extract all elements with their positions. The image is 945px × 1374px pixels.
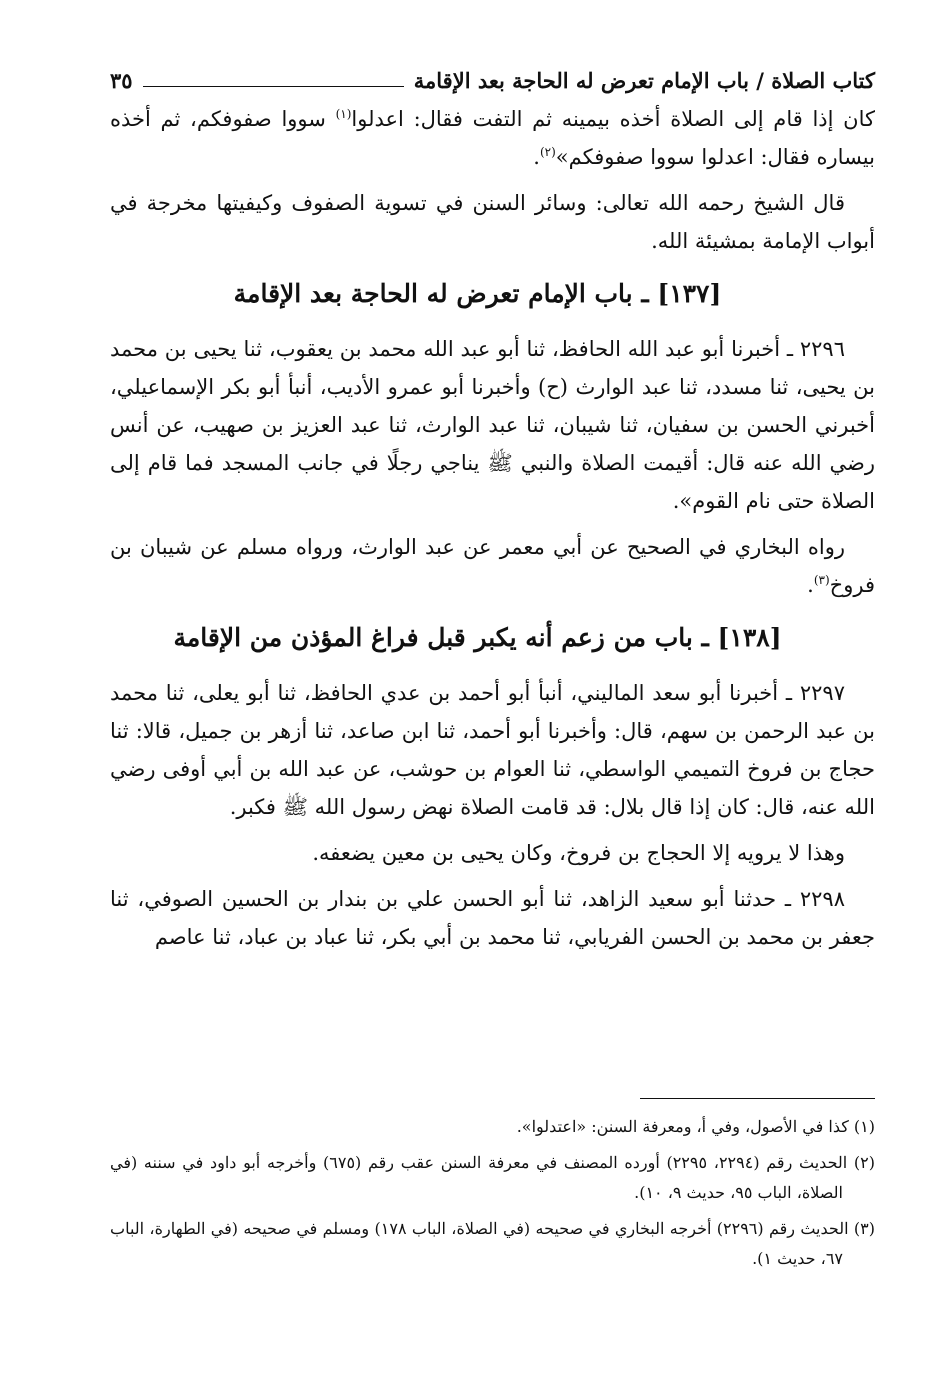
footnote-ref-3: (٣) xyxy=(813,573,830,587)
footnote-ref-1: (١) xyxy=(335,107,352,121)
running-head-title: كتاب الصلاة / باب الإمام تعرض له الحاجة بعد الإقامة xyxy=(413,67,875,93)
chapter-heading-137: [١٣٧] ـ باب الإمام تعرض له الحاجة بعد الإقامة xyxy=(233,279,722,308)
footnote-1: (١) كذا في الأصول، وفي أ، ومعرفة السنن: «اعتدلوا». xyxy=(516,1117,875,1136)
paragraph-text: سووا صفوفكم، ثم أخذه بيساره فقال: اعدلوا سووا صفوفكم» xyxy=(110,107,875,169)
footnote-3: (٣) الحديث رقم (٢٢٩٦) أخرجه البخاري في صحيحه (في الصلاة، الباب ١٧٨) ومسلم في صحيحه (في الطهارة، الباب ٦٧، حديث ١). xyxy=(110,1219,875,1268)
paragraph-text: كان إذا قام إلى الصلاة أخذه بيمينه ثم التفت فقال: اعدلوا xyxy=(351,107,875,131)
paragraph-text: . xyxy=(807,573,814,597)
paragraph-hadith-2297: ٢٢٩٧ ـ أخبرنا أبو سعد الماليني، أنبأ أبو أحمد بن عدي الحافظ، ثنا أبو يعلى، ثنا محمد بن عبد الرحمن بن سهم، قال: وأخبرنا أبو أحمد، ثنا ابن صاعد، ثنا أزهر بن جميل، قالا: ثنا حجاج بن فروخ التميمي الواسطي، ثنا العوام بن حوشب، عن عبد الله بن أبي أوفى رضي الله عنه، قال: كان إذا قال بلال: قد قامت الصلاة نهض رسول الله ﷺ فكبر. xyxy=(110,681,875,819)
paragraph-narration-note xyxy=(110,528,875,604)
footnote-separator xyxy=(640,1098,875,1099)
footnote-2: (٢) الحديث رقم (٢٢٩٤، ٢٢٩٥) أورده المصنف في معرفة السنن عقب رقم (٦٧٥) وأخرجه أبو داود في سننه (في الصلاة، الباب ٩٥، حديث ٩، ١٠). xyxy=(110,1153,875,1202)
footnotes xyxy=(110,1112,875,1280)
paragraph-hadith-continuation xyxy=(110,100,875,176)
page-body xyxy=(110,60,875,964)
paragraph-hadith-2296: ٢٢٩٦ ـ أخبرنا أبو عبد الله الحافظ، ثنا أبو عبد الله محمد بن يعقوب، ثنا يحيى بن محمد بن يحيى، ثنا مسدد، ثنا عبد الوارث (ح) وأخبرنا أبو عمرو الأديب، أنبأ أبو بكر الإسماعيلي، أخبرني الحسن بن سفيان، ثنا شيبان، ثنا عبد الوارث، ثنا عبد العزيز بن صهيب، عن أنس رضي الله عنه قال: أقيمت الصلاة والنبي ﷺ يناجي رجلًا في جانب المسجد فما قام إلى الصلاة حتى نام القوم». xyxy=(110,337,875,513)
chapter-heading-138: [١٣٨] ـ باب من زعم أنه يكبر قبل فراغ المؤذن من الإقامة xyxy=(173,623,782,652)
paragraph-sheikh-comment: قال الشيخ رحمه الله تعالى: وسائر السنن في تسوية الصفوف وكيفيتها مخرجة في أبواب الإمامة بمشيئة الله. xyxy=(110,191,875,253)
running-head xyxy=(110,60,875,100)
running-head-rule xyxy=(143,86,404,87)
page-number: ٣٥ xyxy=(110,67,133,93)
paragraph-weakness-note: وهذا لا يرويه إلا الحجاج بن فروخ، وكان يحيى بن معين يضعفه. xyxy=(312,841,845,865)
footnote-ref-2: (٢) xyxy=(539,145,556,159)
paragraph-text: رواه البخاري في الصحيح عن أبي معمر عن عبد الوارث، ورواه مسلم عن شيبان بن فروخ xyxy=(110,535,875,597)
paragraph-hadith-2298: ٢٢٩٨ ـ حدثنا أبو سعيد الزاهد، ثنا أبو الحسن علي بن بندار بن الحسين الصوفي، ثنا جعفر بن محمد بن الحسن الفريابي، ثنا محمد بن أبي بكر، ثنا عباد بن عباد، ثنا عاصم xyxy=(110,887,875,949)
paragraph-text: . xyxy=(533,145,540,169)
